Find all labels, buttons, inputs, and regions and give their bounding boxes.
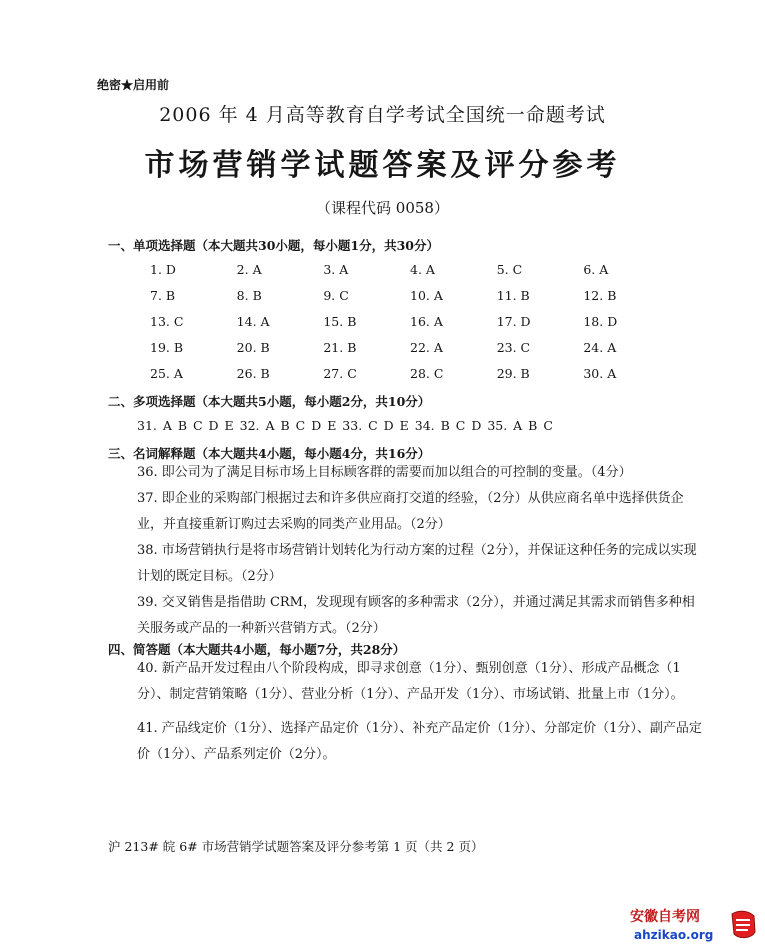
answer-cell: 10. A	[410, 288, 443, 303]
exam-title: 2006 年 4 月高等教育自学考试全国统一命题考试	[159, 104, 606, 126]
page-footer: 沪 213# 皖 6# 市场营销学试题答案及评分参考第 1 页（共 2 页）	[108, 839, 484, 854]
answer-cell: 20. B	[236, 340, 270, 355]
answer-cell: 17. D	[496, 314, 531, 329]
answer-cell: 12. B	[583, 288, 617, 303]
watermark-url: ahzikao.org	[634, 928, 714, 942]
definition-item-36: 36. 即公司为了满足目标市场上目标顾客群的需要而加以组合的可控制的变量。（4分）	[137, 465, 632, 480]
definition-item-38: 38. 市场营销执行是将市场营销计划转化为行动方案的过程（2分），并保证这种任务的完成以实现计划的既定目标。（2分）	[137, 543, 697, 584]
answer-cell: 6. A	[583, 262, 609, 277]
definition-item-37: 37. 即企业的采购部门根据过去和许多供应商打交道的经验，（2分）从供应商名单中选择供货企业，并直接重新订购过去采购的同类产业用品。（2分）	[137, 491, 684, 532]
answer-row-3	[150, 314, 670, 329]
short-answer-list	[137, 656, 702, 768]
answer-cell: 4. A	[410, 262, 435, 277]
answer-row-1	[150, 262, 670, 277]
answer-cell: 8. B	[236, 288, 262, 303]
section2-title: 二、多项选择题（本大题共5小题，每小题2分，共10分）	[108, 394, 431, 409]
answer-cell: 5. C	[496, 262, 523, 277]
watermark-name: 安徽自考网	[630, 909, 700, 925]
short-answer-item-40: 40. 新产品开发过程由八个阶段构成，即寻求创意（1分）、甄别创意（1分）、形成产品概念（1分）、制定营销策略（1分）、营业分析（1分）、产品开发（1分）、市场试销、批量上市（1分）。	[137, 661, 684, 702]
short-answer-item-41: 41. 产品线定价（1分）、选择产品定价（1分）、补充产品定价（1分）、分部定价（1分）、副产品定价（1分）、产品系列定价（2分）。	[137, 721, 702, 762]
answer-cell: 29. B	[496, 366, 530, 381]
definition-list	[137, 460, 702, 642]
answer-cell: 2. A	[236, 262, 262, 277]
answer-row-2	[150, 288, 670, 303]
main-title: 市场营销学试题答案及评分参考	[144, 148, 621, 183]
answer-cell: 30. A	[583, 366, 617, 381]
answer-cell: 25. A	[150, 366, 183, 381]
hand-pointing-icon	[728, 908, 758, 942]
answer-row-4	[150, 340, 670, 355]
section1-title: 一、单项选择题（本大题共30小题，每小题1分，共30分）	[108, 238, 439, 253]
secret-mark: 绝密★启用前	[97, 78, 170, 92]
answer-cell: 24. A	[583, 340, 617, 355]
course-code: （课程代码 0058）	[316, 199, 449, 217]
answer-cell: 13. C	[150, 314, 184, 329]
answer-cell: 3. A	[323, 262, 349, 277]
section4-title: 四、简答题（本大题共4小题，每小题7分，共28分）	[108, 642, 406, 657]
answer-cell: 15. B	[323, 314, 357, 329]
answer-cell: 11. B	[496, 288, 530, 303]
answer-row-5	[150, 366, 670, 381]
answer-cell: 23. C	[496, 340, 531, 355]
answer-cell: 18. D	[583, 314, 618, 329]
answer-cell: 9. C	[323, 288, 349, 303]
site-watermark	[630, 906, 760, 950]
answer-cell: 16. A	[410, 314, 443, 329]
answer-cell: 28. C	[410, 366, 444, 381]
answer-cell: 1. D	[150, 262, 176, 277]
answer-cell: 21. B	[323, 340, 357, 355]
answer-cell: 14. A	[236, 314, 270, 329]
answer-cell: 26. B	[236, 366, 270, 381]
definition-item-39: 39. 交叉销售是指借助 CRM，发现现有顾客的多种需求（2分），并通过满足其需求而销售多种相关服务或产品的一种新兴营销方式。（2分）	[137, 595, 695, 636]
multi-choice-answers: 31. A B C D E 32. A B C D E 33. C D E 34. B C D 35. A B C	[137, 418, 553, 433]
answer-cell: 22. A	[410, 340, 443, 355]
answer-cell: 19. B	[150, 340, 184, 355]
section3-title: 三、名词解释题（本大题共4小题，每小题4分，共16分）	[108, 446, 431, 461]
answer-cell: 7. B	[150, 288, 176, 303]
answer-cell: 27. C	[323, 366, 357, 381]
